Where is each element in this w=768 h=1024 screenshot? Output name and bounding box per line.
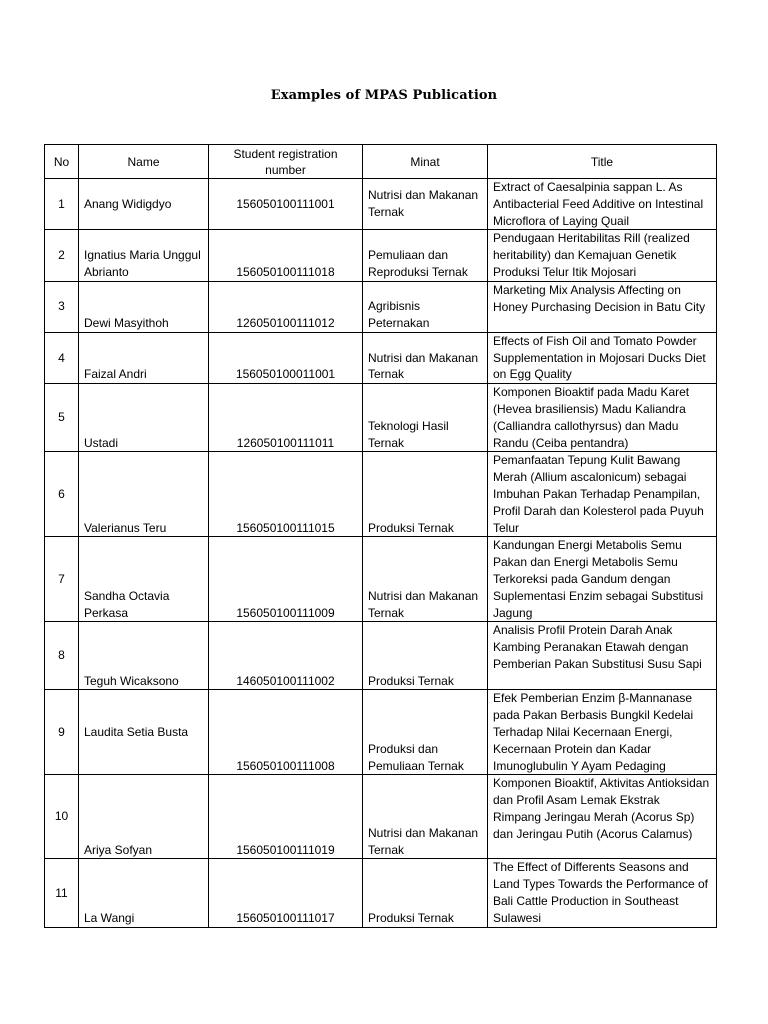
cell-registration-number: 156050100111009 <box>209 537 363 622</box>
cell-minat: Teknologi Hasil Ternak <box>363 384 488 452</box>
table-row <box>45 690 717 775</box>
cell-registration-number: 156050100011001 <box>209 332 363 383</box>
cell-name: Dewi Masyithoh <box>79 281 209 332</box>
cell-registration-number: 126050100111012 <box>209 281 363 332</box>
table-row <box>45 622 717 690</box>
cell-name: Valerianus Teru <box>79 452 209 537</box>
table-row <box>45 452 717 537</box>
cell-name: Ignatius Maria Unggul Abrianto <box>79 230 209 281</box>
cell-no: 3 <box>45 281 79 332</box>
cell-title: Pendugaan Heritabilitas Rill (realized heritability) dan Kemajuan Genetik Produksi Telur Itik Mojosari <box>488 230 717 281</box>
page-title: Examples of MPAS Publication <box>270 88 498 103</box>
table-row <box>45 775 717 859</box>
table-row <box>45 230 717 281</box>
header-no: No <box>45 145 79 179</box>
cell-registration-number: 156050100111017 <box>209 859 363 927</box>
cell-title: Pemanfaatan Tepung Kulit Bawang Merah (Allium ascalonicum) sebagai Imbuhan Pakan Terhadap Penampilan, Profil Darah dan Kolesterol pada Puyuh Telur <box>488 452 717 537</box>
cell-registration-number: 156050100111001 <box>209 179 363 230</box>
table-row <box>45 179 717 230</box>
cell-minat: Nutrisi dan Makanan Ternak <box>363 332 488 383</box>
cell-minat: Produksi dan Pemuliaan Ternak <box>363 690 488 775</box>
cell-title: The Effect of Differents Seasons and Land Types Towards the Performance of Bali Cattle Production in Southeast Sulawesi <box>488 859 717 927</box>
cell-no: 4 <box>45 332 79 383</box>
cell-title: Effects of Fish Oil and Tomato Powder Supplementation in Mojosari Ducks Diet on Egg Quality <box>488 332 717 383</box>
cell-no: 8 <box>45 622 79 690</box>
header-registration-number: Student registration number <box>209 145 363 179</box>
cell-registration-number: 156050100111008 <box>209 690 363 775</box>
table-header-row <box>45 145 717 179</box>
cell-no: 1 <box>45 179 79 230</box>
table-row <box>45 332 717 383</box>
cell-minat: Agribisnis Peternakan <box>363 281 488 332</box>
cell-registration-number: 146050100111002 <box>209 622 363 690</box>
cell-title: Efek Pemberian Enzim β-Mannanase pada Pakan Berbasis Bungkil Kedelai Terhadap Nilai Kecernaan Energi, Kecernaan Protein dan Kadar Imunoglubulin Y Ayam Pedaging <box>488 690 717 775</box>
cell-title: Analisis Profil Protein Darah Anak Kambing Peranakan Etawah dengan Pemberian Pakan Substitusi Susu Sapi <box>488 622 717 690</box>
cell-no: 7 <box>45 537 79 622</box>
cell-name: La Wangi <box>79 859 209 927</box>
cell-registration-number: 156050100111018 <box>209 230 363 281</box>
cell-title: Komponen Bioaktif, Aktivitas Antioksidan dan Profil Asam Lemak Ekstrak Rimpang Jeringau Merah (Acorus Sp) dan Jeringau Putih (Acorus Calamus) <box>488 775 717 859</box>
publication-table <box>44 144 717 928</box>
table-row <box>45 384 717 452</box>
cell-minat: Nutrisi dan Makanan Ternak <box>363 179 488 230</box>
cell-minat: Produksi Ternak <box>363 622 488 690</box>
cell-no: 9 <box>45 690 79 775</box>
cell-title: Kandungan Energi Metabolis Semu Pakan dan Energi Metabolis Semu Terkoreksi pada Gandum dengan Suplementasi Enzim sebagai Substitusi Jagung <box>488 537 717 622</box>
cell-minat: Produksi Ternak <box>363 859 488 927</box>
cell-no: 6 <box>45 452 79 537</box>
cell-name: Laudita Setia Busta <box>79 690 209 775</box>
cell-no: 11 <box>45 859 79 927</box>
cell-registration-number: 126050100111011 <box>209 384 363 452</box>
cell-minat: Nutrisi dan Makanan Ternak <box>363 775 488 859</box>
cell-name: Teguh Wicaksono <box>79 622 209 690</box>
cell-name: Ustadi <box>79 384 209 452</box>
cell-name: Faizal Andri <box>79 332 209 383</box>
cell-no: 10 <box>45 775 79 859</box>
cell-registration-number: 156050100111019 <box>209 775 363 859</box>
cell-minat: Pemuliaan dan Reproduksi Ternak <box>363 230 488 281</box>
header-name: Name <box>79 145 209 179</box>
cell-minat: Produksi Ternak <box>363 452 488 537</box>
cell-registration-number: 156050100111015 <box>209 452 363 537</box>
table-row <box>45 281 717 332</box>
cell-title: Marketing Mix Analysis Affecting on Honey Purchasing Decision in Batu City <box>488 281 717 332</box>
cell-name: Anang Widigdyo <box>79 179 209 230</box>
cell-name: Ariya Sofyan <box>79 775 209 859</box>
table-row <box>45 537 717 622</box>
cell-title: Komponen Bioaktif pada Madu Karet (Hevea brasiliensis) Madu Kaliandra (Calliandra callothyrsus) dan Madu Randu (Ceiba pentandra) <box>488 384 717 452</box>
table-row <box>45 859 717 927</box>
cell-no: 2 <box>45 230 79 281</box>
cell-minat: Nutrisi dan Makanan Ternak <box>363 537 488 622</box>
header-title: Title <box>488 145 717 179</box>
cell-title: Extract of Caesalpinia sappan L. As Antibacterial Feed Additive on Intestinal Microflora of Laying Quail <box>488 179 717 230</box>
cell-name: Sandha Octavia Perkasa <box>79 537 209 622</box>
cell-no: 5 <box>45 384 79 452</box>
header-minat: Minat <box>363 145 488 179</box>
